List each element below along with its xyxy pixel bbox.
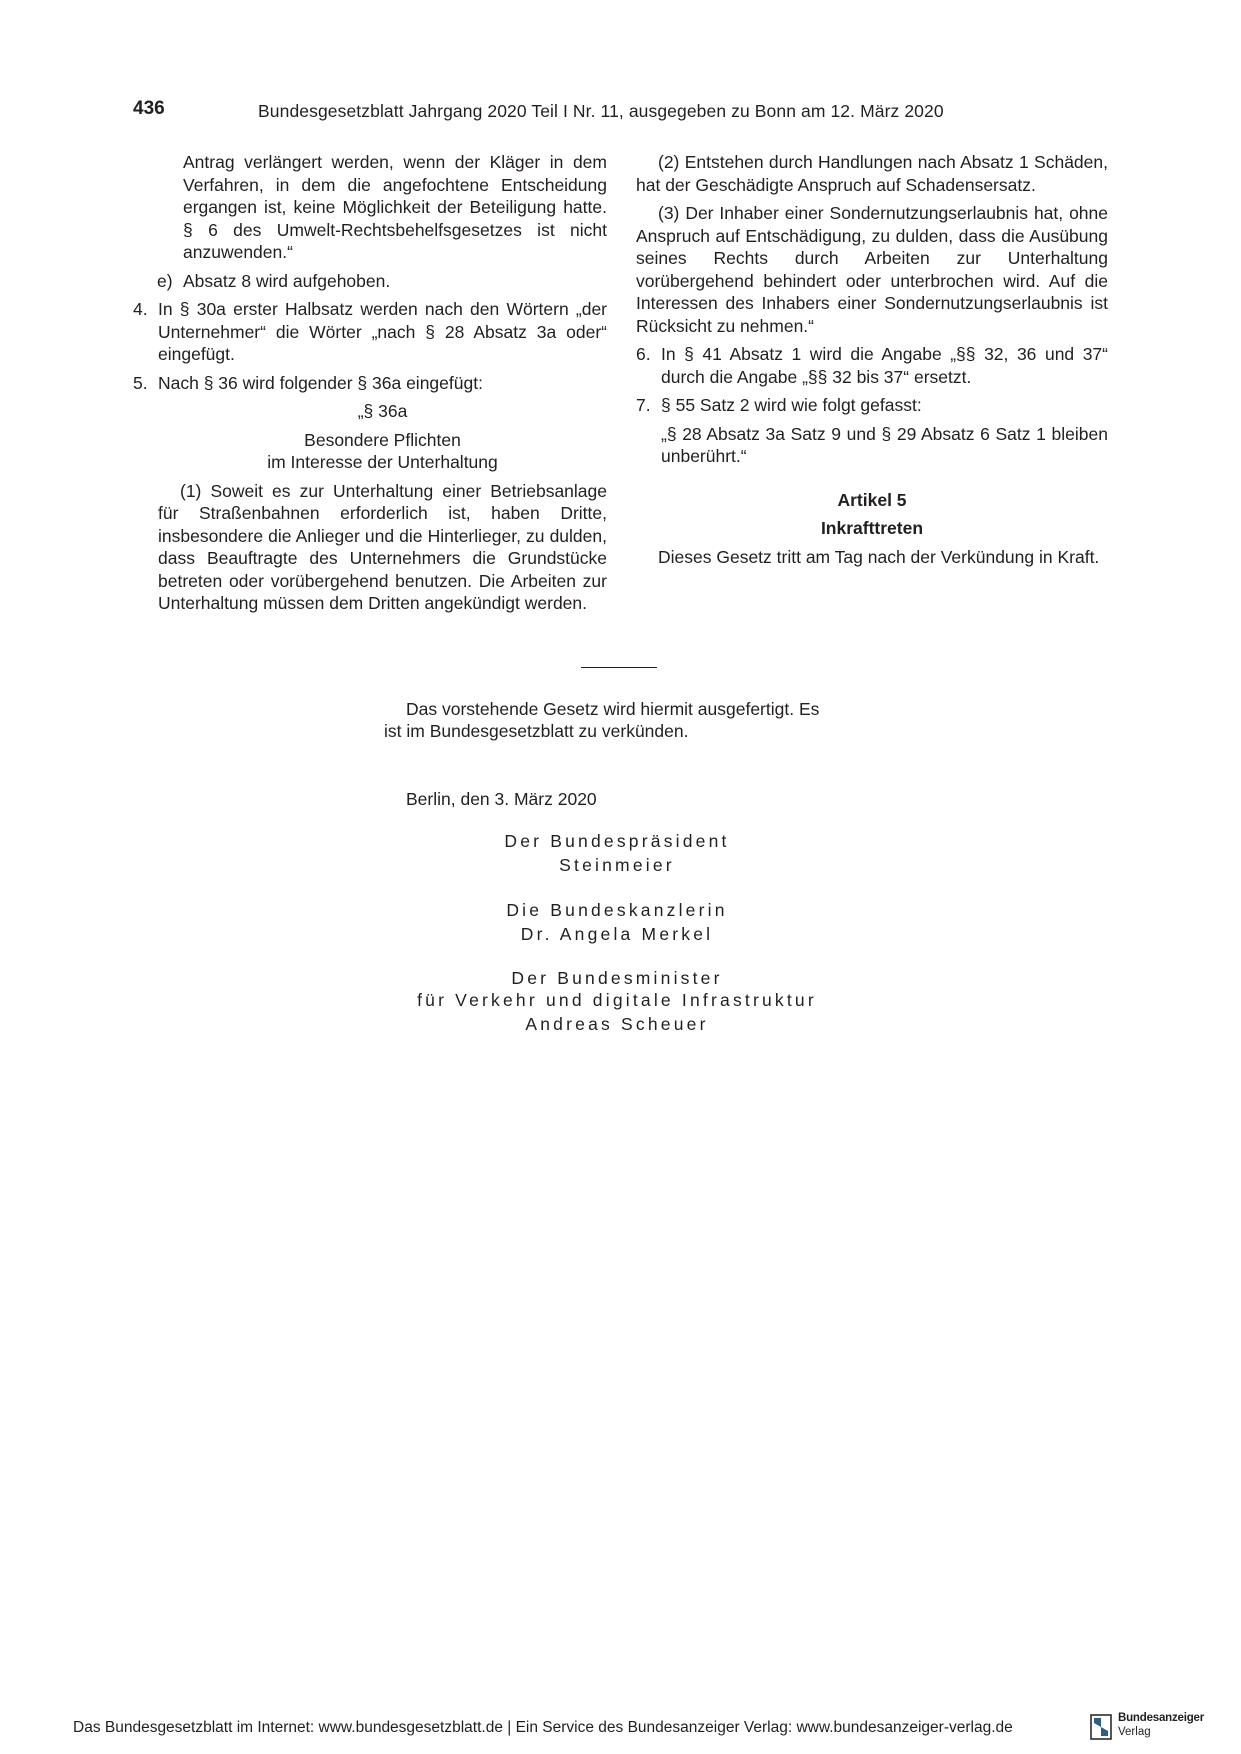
separator-rule <box>581 667 657 668</box>
publisher-logo <box>1090 1710 1210 1746</box>
logo-line-1: Bundesanzeiger <box>1118 1712 1205 1724</box>
section-number: „§ 36a <box>357 401 408 421</box>
running-header: Bundesgesetzblatt Jahrgang 2020 Teil I Nr. 11, ausgegeben zu Bonn am 12. März 2020 <box>258 101 944 121</box>
promulgation-line-1: Das vorstehende Gesetz wird hiermit ausgefertigt. Es <box>406 699 820 719</box>
section-paragraph-3: (3) Der Inhaber einer Sondernutzungserlaubnis hat, ohne Anspruch auf Entschädigung, zu dulden, dass die Ausübung seines Rechts durch Arbeiten zur Unterhaltung vorübergehend behindert oder unterbrochen wird. Auf die Interessen des Inhabers einer Sondernutzungserlaubnis ist Rücksicht zu nehmen.“ <box>636 203 1108 336</box>
article-text: Dieses Gesetz tritt am Tag nach der Verkündung in Kraft. <box>658 546 1100 567</box>
inserted-section <box>133 400 607 615</box>
section-paragraph-1: (1) Soweit es zur Unterhaltung einer Betriebsanlage für Straßenbahnen erforderlich ist, haben Dritte, insbesondere die Anlieger und die Hinterlieger, zu dulden, dass Beauftragte des Unternehmers die Grundstücke betreten oder vorübergehend benutzen. Die Arbeiten zur Unterhaltung müssen dem Dritten angekündigt werden. <box>158 480 607 613</box>
section-title: Besondere Pflichten <box>304 429 461 450</box>
signatory-2-role: Die Bundeskanzlerin <box>506 900 728 920</box>
item-text: Nach § 36 wird folgender § 36a eingefügt: <box>158 372 483 393</box>
signatory-1-name: Steinmeier <box>559 855 675 875</box>
item-text: In § 41 Absatz 1 wird die Angabe „§§ 32, 36 und 37“ durch die Angabe „§§ 32 bis 37“ ersetzt. <box>661 344 1108 387</box>
logo-line-2: Verlag <box>1118 1726 1151 1738</box>
signatory-3-role-line-2: für Verkehr und digitale Infrastruktur <box>417 990 817 1010</box>
left-column <box>133 151 607 615</box>
place-date: Berlin, den 3. März 2020 <box>406 789 597 809</box>
page-number: 436 <box>133 98 165 119</box>
article-title: Inkrafttreten <box>820 518 924 538</box>
quoted-amendment: „§ 28 Absatz 3a Satz 9 und § 29 Absatz 6 Satz 1 bleiben unberührt.“ <box>661 423 1108 466</box>
list-item-7 <box>636 394 1108 417</box>
item-text: Absatz 8 wird aufgehoben. <box>183 270 391 291</box>
signatory-3-role: Der Bundesminister <box>511 968 723 988</box>
item-text: § 55 Satz 2 wird wie folgt gefasst: <box>661 395 922 415</box>
list-item-5 <box>133 372 607 395</box>
section-paragraph-2: (2) Entstehen durch Handlungen nach Absatz 1 Schäden, hat der Geschädigte Anspruch auf Schadensersatz. <box>636 152 1108 195</box>
list-item-e <box>133 270 607 293</box>
signatory-1-role: Der Bundespräsident <box>504 831 730 851</box>
promulgation-line-2: ist im Bundesgesetzblatt zu verkünden. <box>384 721 689 741</box>
item-number: 5. <box>133 372 148 393</box>
item-text: In § 30a erster Halbsatz werden nach den Wörtern „der Unternehmer“ die Wörter „nach § 28 Absatz 3a oder“ eingefügt. <box>158 299 607 364</box>
article-heading: Artikel 5 <box>837 489 907 510</box>
signatory-3-name: Andreas Scheuer <box>525 1014 709 1034</box>
item-number: 4. <box>133 299 148 319</box>
section-title-line-2: im Interesse der Unterhaltung <box>267 452 498 472</box>
item-number: e) <box>157 270 173 291</box>
right-column <box>636 151 1108 568</box>
item-number: 6. <box>636 344 651 364</box>
signatory-2-name: Dr. Angela Merkel <box>520 924 714 944</box>
footer-text: Das Bundesgesetzblatt im Internet: www.bundesgesetzblatt.de | Ein Service des Bundesanzeiger Verlag: www.bundesanzeiger-verlag.de <box>73 1719 1013 1736</box>
list-item-4 <box>133 298 607 366</box>
publisher-logo-icon <box>1090 1714 1112 1740</box>
list-item-6 <box>636 343 1108 388</box>
continued-paragraph: Antrag verlängert werden, wenn der Kläger in dem Verfahren, in dem die angefochtene Entscheidung ergangen ist, keine Möglichkeit der Beteiligung hatte. § 6 des Umwelt-Rechtsbehelfsgesetzes ist nicht anzuwenden.“ <box>183 152 607 262</box>
item-number: 7. <box>636 395 651 415</box>
